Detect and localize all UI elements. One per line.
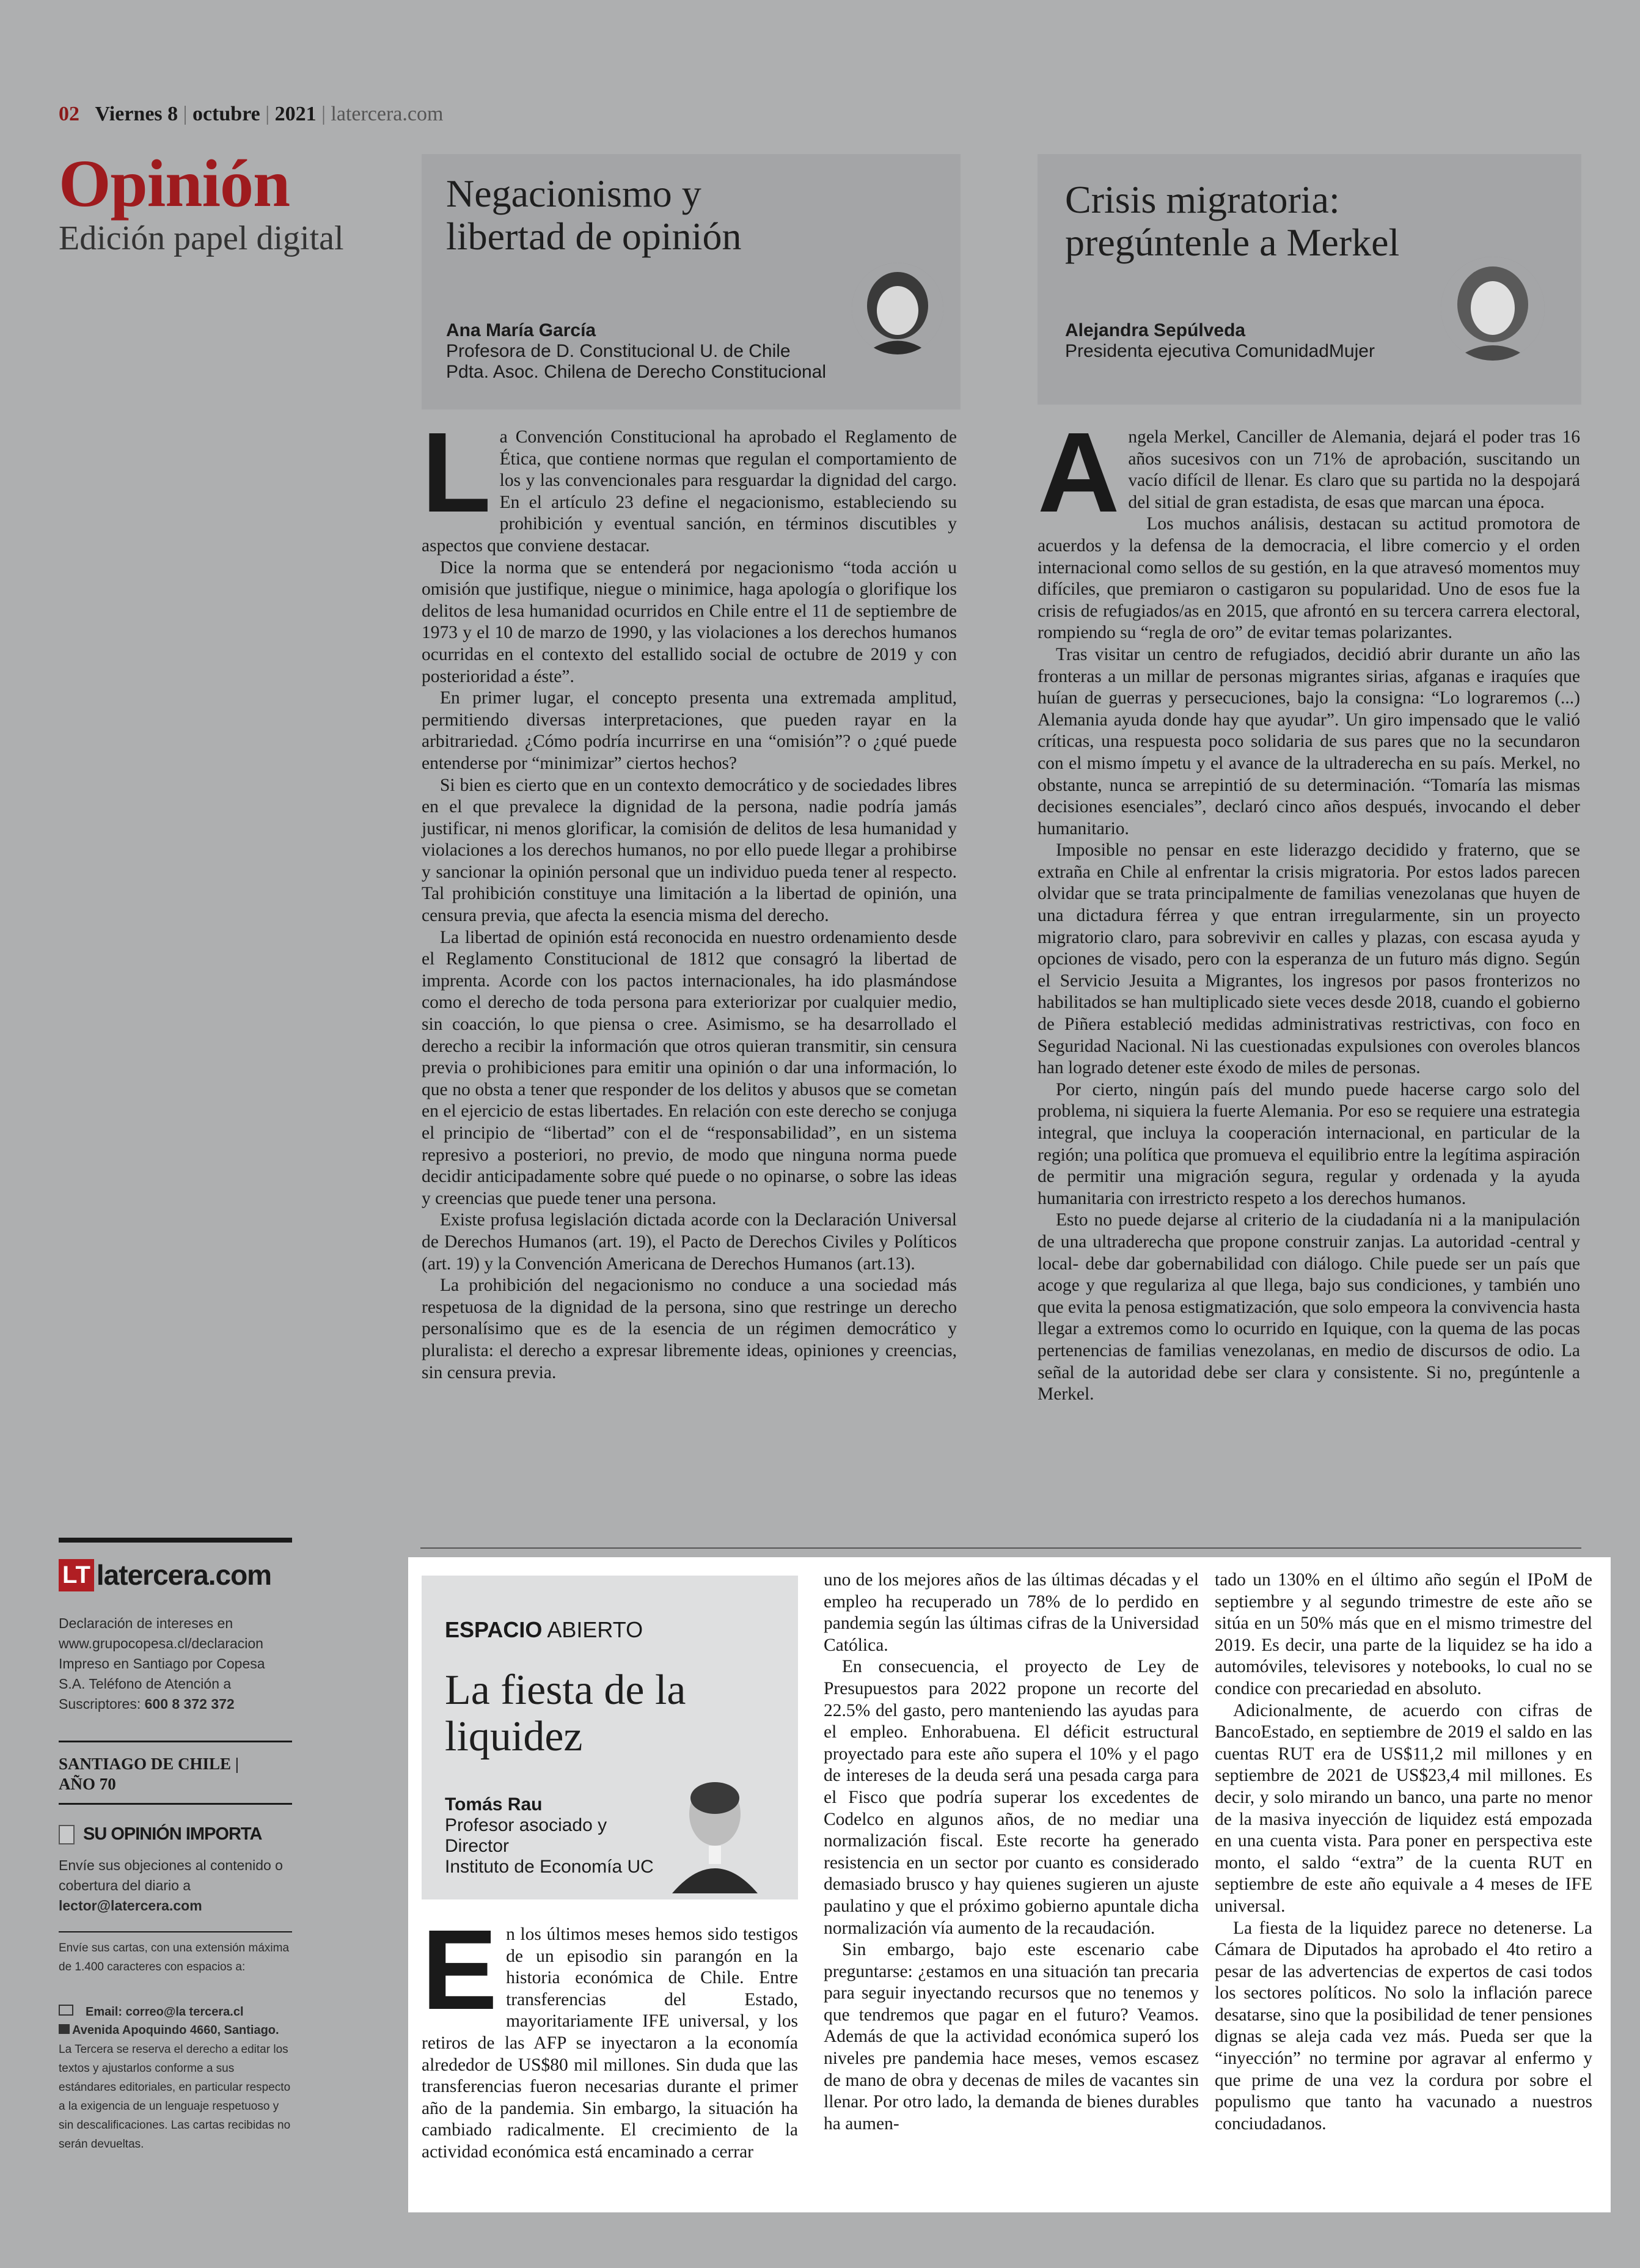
article2-header bbox=[1038, 154, 1581, 405]
article3-paragraph: La fiesta de la liquidez parece no detenerse. La Cámara de Diputados ha aprobado el 4to retiro a pesar de las advertencias de expertos de casi todos los sectores políticos. No solo la inflación parece desatarse, sino que la posibilidad de tener pensiones dignas se aleja cada vez más. Pueda ser que la “inyección” no termine por agravar al enfermo y que prime de una vez la cordura por sobre el populismo que tanto ha vacunado a nuestros conciudadanos. bbox=[1215, 1918, 1592, 2134]
sidebar-rule-top bbox=[59, 1538, 292, 1543]
article3-paragraph: En los últimos meses hemos sido testigos de un episodio sin parangón en la historia económica de Chile. Entre transferencias del Estado, mayoritariamente IFE universal, y los retiros de las AFP se inyectaron a la economía alrededor de US$80 mil millones. Sin duda que las transferencias fueron necesarias durante el primer año de la pandemia. Sin embargo, la situación ha cambiado radicalmente. El crecimiento de la actividad económica está encaminado a cerrar bbox=[422, 1907, 798, 2162]
article3-paragraph: uno de los mejores años de las últimas décadas y el empleo ha recuperado un 78% de lo perdido en pandemia según las últimas cifras de la Universidad Católica. bbox=[824, 1570, 1199, 1655]
logo-text: latercera.com bbox=[96, 1559, 272, 1591]
section-subtitle: Edición papel digital bbox=[59, 219, 344, 257]
article1-author-photo bbox=[852, 263, 943, 354]
opinion-email[interactable]: lector@latercera.com bbox=[59, 1898, 202, 1914]
sidebar-rule bbox=[59, 1803, 292, 1805]
subscriber-phone: 600 8 372 372 bbox=[144, 1696, 235, 1712]
opinion-title: SU OPINIÓN IMPORTA bbox=[83, 1824, 262, 1844]
date-day: Viernes 8 bbox=[95, 103, 178, 125]
article1-title: Negacionismo y libertad de opinión bbox=[446, 172, 742, 258]
article3-author-role3: Instituto de Economía UC bbox=[445, 1857, 654, 1877]
article3-header bbox=[422, 1576, 798, 1899]
article1-dropcap: L bbox=[422, 409, 491, 536]
article1-author: Ana María García bbox=[446, 320, 596, 340]
article2-paragraph: Por cierto, ningún país del mundo puede hacerse cargo solo del problema, ni siquiera la fuerte Alemania. Por eso se requiere una estrategia integral, que incluya la cooperación internacional, en particular de la región; una política que promueva el equilibrio entre la legítima aspiración de permitir una migración segura, regular y ordenada y la ayuda humanitaria con irrestricto respeto a los derechos humanos. bbox=[1038, 1079, 1580, 1208]
article1-body bbox=[422, 409, 957, 1384]
sidebar-logo[interactable] bbox=[59, 1558, 271, 1591]
date-month: octubre bbox=[192, 103, 260, 125]
letters-text: Envíe sus cartas, con una extensión máxima de 1.400 caracteres con espacios a: bbox=[59, 1942, 290, 1973]
article1-paragraph: La prohibición del negacionismo no conduce a una sociedad más respetuosa de la dignidad de la persona, sino que restringe un derecho personalísimo que es de la esencia de un régimen democrático y pluralista: el derecho a expresar libremente ideas, opiniones y creencias, sin censura previa. bbox=[422, 1275, 957, 1382]
article2-title: Crisis migratoria: pregúntenle a Merkel bbox=[1065, 178, 1400, 264]
article3-author-photo bbox=[666, 1771, 764, 1893]
article3-author-role2: Director bbox=[445, 1836, 510, 1856]
article3-paragraph: tado un 130% en el último año según el IPoM de septiembre y al segundo trimestre de este año se sitúa en un 50% más que en el mismo trimestre del 2019. Es decir, una parte de la liquidez se ha ido a automóviles, televisores y notebooks, lo cual no se condice con precariedad en absoluto. bbox=[1215, 1570, 1592, 1698]
dateline: 02 Viernes 8 | octubre | 2021 | latercera.com bbox=[59, 103, 444, 125]
article2-paragraph: Los muchos análisis, destacan su actitud promotora de acuerdos y la defensa de la democracia, el libre comercio y el orden internacional como sellos de su gestión, en la que atravesó momentos muy difíciles, que premiaron o castigaron su popularidad. Uno de esos fue la crisis de refugiados/as en 2015, que afrontó en su tercera carrera electoral, rompiendo su “regla de oro” de evitar temas polarizantes. bbox=[1038, 514, 1580, 643]
article3-col3 bbox=[1215, 1569, 1592, 2135]
article3-paragraph: En consecuencia, el proyecto de Ley de Presupuestos para 2022 propone un recorte del 22.5% del gasto, pero manteniendo las ayudas para el empleo. Enhorabuena. El déficit estructural proyectado para este año supera el 10% y el pago de intereses de la deuda será una pesada carga para el Fisco que podría superar los excedentes de Codelco en algunos años, de no mediar una normalización fiscal. Este recorte ha generado resistencia en un sector por cuanto es considerado demasiado brusco y hay quienes sugieren un ajuste paulatino y que el próximo gobierno apuntale dicha normalización vía aumento de la recaudación. bbox=[824, 1657, 1199, 1938]
article2-paragraph: Angela Merkel, Canciller de Alemania, dejará el poder tras 16 años sucesivos con un 71% de aprobación, suscitando un vacío difícil de llenar. Es claro que su partida no la despojará del sitial de gran estadista, de esas que marcan una época. bbox=[1038, 409, 1580, 536]
article3-paragraph: Sin embargo, bajo este escenario cabe preguntarse: ¿estamos en una situación tan precaria para seguir inyectando recursos que no tenemos y que tendremos que pagar en el futuro? Veamos. Además de que la actividad económica superó los niveles pre pandemia hace meses, vemos escasez de mano de obra y decenas de miles de vacantes sin llenar. Por otro lado, la demanda de bienes durables ha aumen- bbox=[824, 1940, 1199, 2134]
article1-paragraph: La libertad de opinión está reconocida en nuestro ordenamiento desde el Reglamento Constitucional de 1812 que consagró la libertad de imprenta. Acorde con los pactos internacionales, ha ido plasmándose como el derecho de toda persona para exteriorizar por cualquier medio, sin coacción, lo que piensa o cree. Asimismo, se ha desarrollado el derecho a recibir la información que otros quieran transmitir, sin censura previa o prohibiciones para emitir una opinión o dar una información, lo que no obsta a tener que responder de los delitos y abusos que se cometan en el ejercicio de estas libertades. En relación con este derecho se conjuga el principio de “libertad” con el de “responsabilidad”, en un sistema represivo a posteriori, no previo, de modo que ninguna norma puede decidir anticipadamente sobre qué puede o no opinarse, o sobre las ideas y creencias que puede tener una persona. bbox=[422, 927, 957, 1208]
letters-disclaimer: La Tercera se reserva el derecho a editar los textos y ajustarlos conforme a sus estándares editoriales, en particular respecto a la exigencia de un lenguaje respetuoso y sin descalificaciones. Las cartas recibidas no serán devueltas. bbox=[59, 2043, 291, 2151]
article3-paragraph: Adicionalmente, de acuerdo con cifras de BancoEstado, en septiembre de 2019 el saldo en las cuentas RUT era de US$11,2 mil millones y en septiembre de 2021 de US$23,4 mil millones. Es decir, y solo mirando un banco, una parte no menor de la masiva inyección de liquidez está empozada en una cuenta vista. Para poner en perspectiva este monto, el saldo “extra” de la cuenta RUT en septiembre de este año equivale a 4 meses de IFE universal. bbox=[1215, 1700, 1592, 1916]
letters-email[interactable]: Email: correo@la tercera.cl bbox=[59, 2003, 244, 2021]
article3-kicker: ESPACIO ABIERTO bbox=[445, 1617, 643, 1642]
opinion-text: Envíe sus objeciones al contenido o cobertura del diario a lector@latercera.com bbox=[59, 1857, 283, 1914]
site-link[interactable]: latercera.com bbox=[331, 103, 444, 125]
article3-author: Tomás Rau bbox=[445, 1794, 543, 1815]
article3-author-role1: Profesor asociado y bbox=[445, 1815, 607, 1835]
sidebar-rule bbox=[59, 1741, 292, 1742]
article1-paragraph: La Convención Constitucional ha aprobado el Reglamento de Ética, que contiene normas que regulan el comportamiento de los y las convencionales para resguardar la dignidad del cargo. En el artículo 23 define el negacionismo, estableciendo su prohibición y eventual sanción, en términos discutibles y aspectos que conviene destacar. bbox=[422, 409, 957, 556]
article2-author: Alejandra Sepúlveda bbox=[1065, 320, 1246, 340]
article2-author-role1: Presidenta ejecutiva ComunidadMujer bbox=[1065, 341, 1375, 361]
article2-dropcap: A bbox=[1038, 409, 1120, 536]
article2-paragraph: Esto no puede dejarse al criterio de la ciudadanía ni a la manipulación de una ultraderecha que propone construir zanjas. La autoridad -central y local- debe dar gobernabilidad con diálogo. Chile puede ser un país que acoge y que regulariza al que llega, bajo sus condiciones, y también uno que evita la penosa estigmatización, que solo empeora la convivencia hasta llegar a extremos como lo ocurrido en Iquique, con la quema de las pocas pertenencias de familias venezolanas, en medio de discursos de odio. La señal de la autoridad debe ser clara y consistente. Si no, pregúntenle a Merkel. bbox=[1038, 1210, 1580, 1404]
sidebar-city: SANTIAGO DE CHILE | AÑO 70 bbox=[59, 1755, 239, 1793]
article3-col2 bbox=[824, 1569, 1199, 2135]
date-year: 2021 bbox=[274, 103, 317, 125]
letters-address: Avenida Apoquindo 4660, Santiago. bbox=[59, 2021, 279, 2039]
document-icon bbox=[59, 1825, 75, 1844]
building-icon bbox=[59, 2024, 70, 2034]
article1-header bbox=[422, 154, 961, 409]
article1-paragraph: Si bien es cierto que en un contexto democrático y de sociedades libres en el que prevalece la dignidad de la persona, nadie podría jamás justificar, ni menos glorificar, la comisión de delitos de lesa humanidad y violaciones a los derechos humanos, no por ello puede llegar a prohibirse y sancionar la opinión personal que un individuo pueda tener al respecto. Tal prohibición constituye una limitación a la libertad de opinión, una censura previa, que afecta la esencia misma del derecho. bbox=[422, 775, 957, 926]
section-divider bbox=[420, 1547, 1581, 1549]
opinion-box bbox=[59, 1824, 292, 1844]
article1-paragraph: Existe profusa legislación dictada acorde con la Declaración Universal de Derechos Humanos (art. 19), el Pacto de Derechos Civiles y Políticos (art. 19) y la Convención Americana de Derechos Humanos (art.13). bbox=[422, 1210, 957, 1274]
sidebar-year: AÑO 70 bbox=[59, 1775, 116, 1793]
section-title: Opinión bbox=[59, 146, 290, 221]
page-number: 02 bbox=[59, 103, 79, 125]
article1-paragraph: Dice la norma que se entenderá por negacionismo “toda acción u omisión que justifique, niegue o minimice, haga apología o glorifique los delitos de lesa humanidad ocurridos en Chile entre el 11 de septiembre de 1973 y el 10 de marzo de 1990, y las violaciones a los derechos humanos ocurridas en el contexto del estallido social de octubre de 2019 y con posterioridad a éste”. bbox=[422, 557, 957, 686]
article2-paragraph: Imposible no pensar en este liderazgo decidido y fraterno, que se extraña en Chile al enfrentar la crisis migratoria. Por estos lados parecen olvidar que se trata principalmente de familias venezolanas que huyen de una dictadura férrea y que entran irregularmente, sin un proyecto migratorio claro, para sobrevivir en calles y plazas, con escasa ayuda y opciones de visado, pero con la esperanza de un futuro más digno. Según el Servicio Jesuita a Migrantes, los ingresos por pasos fronterizos no habilitados se han multiplicado siete veces desde 2018, cuando el gobierno de Piñera estableció medidas administrativas restrictivas, con foco en Seguridad Nacional. Ni las cuestionadas expulsiones con overoles blancos han logrado detener este éxodo de miles de personas. bbox=[1038, 840, 1580, 1078]
article3-col1 bbox=[422, 1907, 798, 2163]
article1-author-role1: Profesora de D. Constitucional U. de Chile bbox=[446, 341, 791, 361]
article1-paragraph: En primer lugar, el concepto presenta una extremada amplitud, permitiendo diversas interpretaciones, que pueden rayar en la arbitrariedad. ¿Cómo podría incurrirse en una “omisión”? o ¿qué puede entenderse por “minimizar” ciertos hechos? bbox=[422, 688, 957, 773]
article1-author-role2: Pdta. Asoc. Chilena de Derecho Constitucional bbox=[446, 362, 827, 382]
article3-dropcap: E bbox=[422, 1907, 498, 2033]
article2-paragraph: Tras visitar un centro de refugiados, decidió abrir durante un año las fronteras a un millar de personas migrantes sirias, afganas e iraquíes que huían de guerras y persecuciones, bajo la consigna: “Lo lograremos (...) Alemania ayuda donde hay que ayudar”. Un giro impensado que le valió críticas, una respuesta poco solidaria de sus pares que no la secundaron con el mismo ímpetu y el avance de la ultraderecha en su país. Merkel, no obstante, nunca se arrepintió de su determinación. “Tomaría las mismas decisiones esenciales”, declaró cinco años después, invocando el deber humanitario. bbox=[1038, 644, 1580, 839]
espacio-abierto-panel bbox=[408, 1557, 1611, 2212]
article2-author-photo bbox=[1441, 257, 1545, 361]
logo-mark: LT bbox=[59, 1559, 94, 1591]
sidebar-rule bbox=[59, 1931, 292, 1932]
mail-icon bbox=[59, 2005, 73, 2016]
sidebar-declaration: Declaración de intereses en www.grupocopesa.cl/declaracion Impreso en Santiago por Copesa S.A. Teléfono de Atención a Suscriptores: 600 8 372 372 bbox=[59, 1615, 265, 1712]
article2-body bbox=[1038, 409, 1580, 1406]
article3-title: La fiesta de la liquidez bbox=[445, 1667, 686, 1760]
